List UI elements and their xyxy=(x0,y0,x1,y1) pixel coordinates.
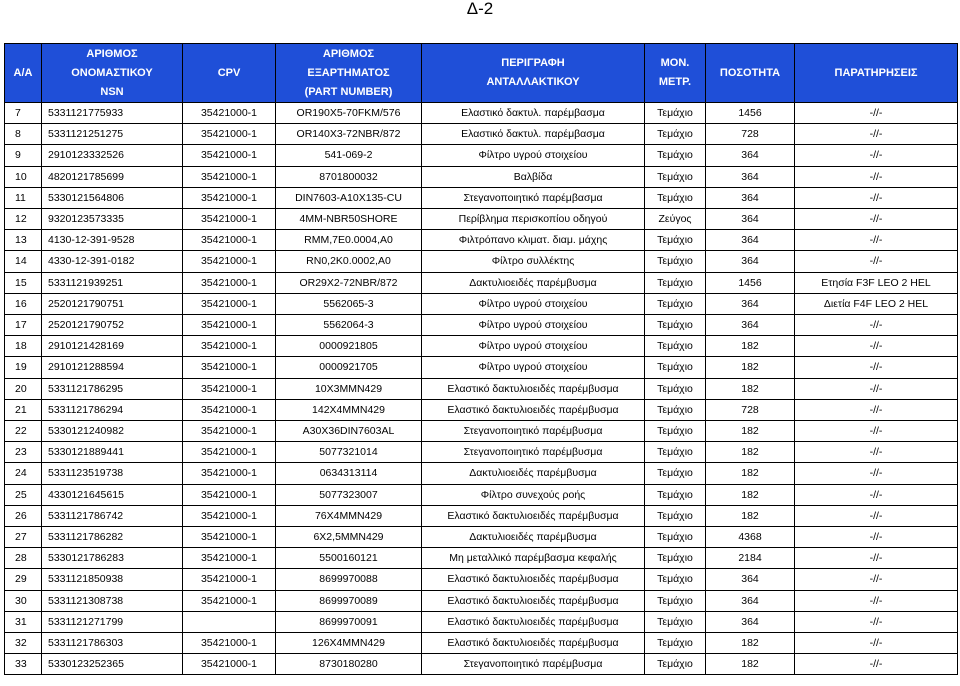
cell-unit: Τεμάχιο xyxy=(645,378,706,399)
cell-aa: 16 xyxy=(5,293,42,314)
cell-nsn: 5331121308738 xyxy=(42,590,183,611)
cell-description: Φίλτρο υγρού στοιχείου xyxy=(422,145,645,166)
cell-part-number: 0000921705 xyxy=(276,357,422,378)
cell-cpv: 35421000-1 xyxy=(183,251,276,272)
parts-table xyxy=(4,43,958,675)
cell-cpv: 35421000-1 xyxy=(183,569,276,590)
cell-nsn: 2520121790752 xyxy=(42,315,183,336)
table-row xyxy=(5,399,958,420)
cell-cpv: 35421000-1 xyxy=(183,187,276,208)
cell-part-number: 8730180280 xyxy=(276,654,422,675)
cell-notes: -//- xyxy=(795,103,958,124)
cell-aa: 26 xyxy=(5,505,42,526)
cell-aa: 23 xyxy=(5,442,42,463)
cell-part-number: 5562065-3 xyxy=(276,293,422,314)
cell-part-number: RMM,7E0.0004,A0 xyxy=(276,230,422,251)
cell-unit: Τεμάχιο xyxy=(645,399,706,420)
cell-quantity: 182 xyxy=(706,633,795,654)
cell-unit: Τεμάχιο xyxy=(645,527,706,548)
cell-quantity: 364 xyxy=(706,166,795,187)
cell-aa: 27 xyxy=(5,527,42,548)
cell-nsn: 5331121775933 xyxy=(42,103,183,124)
table-row xyxy=(5,421,958,442)
header-part-number: ΑΡΙΘΜΟΣ ΕΞΑΡΤΗΜΑΤΟΣ (PART NUMBER) xyxy=(276,44,422,103)
cell-unit: Τεμάχιο xyxy=(645,569,706,590)
cell-unit: Ζεύγος xyxy=(645,209,706,230)
cell-aa: 22 xyxy=(5,421,42,442)
cell-aa: 18 xyxy=(5,336,42,357)
cell-cpv: 35421000-1 xyxy=(183,527,276,548)
cell-unit: Τεμάχιο xyxy=(645,633,706,654)
cell-cpv: 35421000-1 xyxy=(183,145,276,166)
cell-description: Στεγανοποιητικό παρέμβασμα xyxy=(422,187,645,208)
cell-nsn: 4820121785699 xyxy=(42,166,183,187)
cell-quantity: 182 xyxy=(706,484,795,505)
cell-nsn: 5331121786282 xyxy=(42,527,183,548)
cell-unit: Τεμάχιο xyxy=(645,251,706,272)
cell-notes: -//- xyxy=(795,590,958,611)
cell-unit: Τεμάχιο xyxy=(645,336,706,357)
cell-quantity: 364 xyxy=(706,315,795,336)
cell-nsn: 2910123332526 xyxy=(42,145,183,166)
table-row xyxy=(5,145,958,166)
cell-quantity: 364 xyxy=(706,209,795,230)
table-row xyxy=(5,209,958,230)
cell-nsn: 5330123252365 xyxy=(42,654,183,675)
cell-notes: -//- xyxy=(795,336,958,357)
cell-cpv: 35421000-1 xyxy=(183,654,276,675)
table-row xyxy=(5,633,958,654)
cell-description: Στεγανοποιητικό παρέμβυσμα xyxy=(422,442,645,463)
table-row xyxy=(5,463,958,484)
cell-unit: Τεμάχιο xyxy=(645,293,706,314)
cell-aa: 10 xyxy=(5,166,42,187)
cell-quantity: 4368 xyxy=(706,527,795,548)
cell-aa: 14 xyxy=(5,251,42,272)
cell-part-number: OR140X3-72NBR/872 xyxy=(276,124,422,145)
cell-part-number: 8699970091 xyxy=(276,611,422,632)
cell-notes: -//- xyxy=(795,633,958,654)
cell-part-number: 10X3MMN429 xyxy=(276,378,422,399)
page-label: Δ-2 xyxy=(466,0,494,18)
cell-description: Ελαστικό δακτυλιοειδές παρέμβυσμα xyxy=(422,505,645,526)
cell-unit: Τεμάχιο xyxy=(645,230,706,251)
cell-nsn: 5331121850938 xyxy=(42,569,183,590)
cell-description: Φίλτρο υγρού στοιχείου xyxy=(422,315,645,336)
cell-notes: -//- xyxy=(795,569,958,590)
cell-quantity: 728 xyxy=(706,124,795,145)
cell-part-number: 126X4MMN429 xyxy=(276,633,422,654)
cell-part-number: A30X36DIN7603AL xyxy=(276,421,422,442)
cell-description: Φίλτρο συλλέκτης xyxy=(422,251,645,272)
cell-part-number: 0634313114 xyxy=(276,463,422,484)
cell-aa: 21 xyxy=(5,399,42,420)
cell-aa: 24 xyxy=(5,463,42,484)
cell-aa: 12 xyxy=(5,209,42,230)
cell-part-number: 8699970088 xyxy=(276,569,422,590)
cell-notes: -//- xyxy=(795,209,958,230)
table-row xyxy=(5,187,958,208)
cell-nsn: 4330-12-391-0182 xyxy=(42,251,183,272)
cell-notes: -//- xyxy=(795,484,958,505)
header-cpv: CPV xyxy=(183,44,276,103)
cell-unit: Τεμάχιο xyxy=(645,315,706,336)
cell-notes: -//- xyxy=(795,357,958,378)
cell-nsn: 5330121889441 xyxy=(42,442,183,463)
cell-unit: Τεμάχιο xyxy=(645,484,706,505)
cell-nsn: 5331121786742 xyxy=(42,505,183,526)
cell-cpv: 35421000-1 xyxy=(183,103,276,124)
table-body xyxy=(5,103,958,675)
table-row xyxy=(5,548,958,569)
table-row xyxy=(5,357,958,378)
cell-unit: Τεμάχιο xyxy=(645,654,706,675)
table-row xyxy=(5,590,958,611)
cell-part-number: 541-069-2 xyxy=(276,145,422,166)
cell-description: Μη μεταλλικό παρέμβασμα κεφαλής xyxy=(422,548,645,569)
table-row xyxy=(5,527,958,548)
table-row xyxy=(5,230,958,251)
cell-cpv xyxy=(183,611,276,632)
table-header xyxy=(5,44,958,103)
cell-nsn: 4330121645615 xyxy=(42,484,183,505)
cell-cpv: 35421000-1 xyxy=(183,633,276,654)
cell-cpv: 35421000-1 xyxy=(183,209,276,230)
cell-nsn: 2910121288594 xyxy=(42,357,183,378)
cell-quantity: 364 xyxy=(706,251,795,272)
cell-description: Δακτυλιοειδές παρέμβυσμα xyxy=(422,272,645,293)
cell-cpv: 35421000-1 xyxy=(183,272,276,293)
table-row xyxy=(5,166,958,187)
cell-unit: Τεμάχιο xyxy=(645,145,706,166)
cell-description: Ελαστικό δακτυλιοειδές παρέμβυσμα xyxy=(422,378,645,399)
cell-nsn: 5331121786303 xyxy=(42,633,183,654)
cell-cpv: 35421000-1 xyxy=(183,378,276,399)
cell-quantity: 182 xyxy=(706,442,795,463)
cell-part-number: 76X4MMN429 xyxy=(276,505,422,526)
cell-unit: Τεμάχιο xyxy=(645,442,706,463)
table-row xyxy=(5,378,958,399)
cell-quantity: 364 xyxy=(706,187,795,208)
cell-description: Δακτυλιοειδές παρέμβυσμα xyxy=(422,463,645,484)
cell-quantity: 364 xyxy=(706,569,795,590)
cell-nsn: 5331121786294 xyxy=(42,399,183,420)
cell-aa: 25 xyxy=(5,484,42,505)
cell-aa: 28 xyxy=(5,548,42,569)
cell-description: Ελαστικό δακτυλιοειδές παρέμβυσμα xyxy=(422,399,645,420)
cell-quantity: 182 xyxy=(706,463,795,484)
cell-notes: -//- xyxy=(795,421,958,442)
cell-cpv: 35421000-1 xyxy=(183,442,276,463)
table-row xyxy=(5,336,958,357)
cell-notes: -//- xyxy=(795,611,958,632)
table-row xyxy=(5,569,958,590)
cell-quantity: 182 xyxy=(706,654,795,675)
cell-quantity: 182 xyxy=(706,357,795,378)
cell-aa: 19 xyxy=(5,357,42,378)
cell-description: Στεγανοποιητικό παρέμβυσμα xyxy=(422,421,645,442)
cell-cpv: 35421000-1 xyxy=(183,399,276,420)
cell-quantity: 182 xyxy=(706,378,795,399)
cell-cpv: 35421000-1 xyxy=(183,124,276,145)
cell-nsn: 5331121271799 xyxy=(42,611,183,632)
cell-notes: -//- xyxy=(795,230,958,251)
cell-nsn: 5331121251275 xyxy=(42,124,183,145)
cell-quantity: 364 xyxy=(706,293,795,314)
cell-part-number: 5077323007 xyxy=(276,484,422,505)
cell-description: Ελαστικό δακτυλιοειδές παρέμβυσμα xyxy=(422,590,645,611)
cell-aa: 20 xyxy=(5,378,42,399)
cell-quantity: 182 xyxy=(706,336,795,357)
cell-cpv: 35421000-1 xyxy=(183,293,276,314)
cell-unit: Τεμάχιο xyxy=(645,611,706,632)
cell-cpv: 35421000-1 xyxy=(183,166,276,187)
cell-notes: Ετησία F3F LEO 2 HEL xyxy=(795,272,958,293)
cell-aa: 32 xyxy=(5,633,42,654)
cell-notes: -//- xyxy=(795,442,958,463)
cell-part-number: 142X4MMN429 xyxy=(276,399,422,420)
cell-nsn: 5330121786283 xyxy=(42,548,183,569)
cell-aa: 33 xyxy=(5,654,42,675)
cell-nsn: 5330121240982 xyxy=(42,421,183,442)
cell-quantity: 364 xyxy=(706,145,795,166)
cell-part-number: 4MM-NBR50SHORE xyxy=(276,209,422,230)
cell-notes: Διετία F4F LEO 2 HEL xyxy=(795,293,958,314)
cell-notes: -//- xyxy=(795,251,958,272)
cell-cpv: 35421000-1 xyxy=(183,315,276,336)
cell-cpv: 35421000-1 xyxy=(183,230,276,251)
cell-aa: 15 xyxy=(5,272,42,293)
cell-notes: -//- xyxy=(795,548,958,569)
header-quantity: ΠΟΣΟΤΗΤΑ xyxy=(706,44,795,103)
cell-description: Φίλτρο υγρού στοιχείου xyxy=(422,357,645,378)
cell-cpv: 35421000-1 xyxy=(183,484,276,505)
cell-quantity: 2184 xyxy=(706,548,795,569)
cell-description: Ελαστικό δακτυλιοειδές παρέμβυσμα xyxy=(422,611,645,632)
cell-part-number: RN0,2K0.0002,A0 xyxy=(276,251,422,272)
cell-description: Ελαστικό δακτυλ. παρέμβασμα xyxy=(422,124,645,145)
cell-nsn: 4130-12-391-9528 xyxy=(42,230,183,251)
cell-notes: -//- xyxy=(795,463,958,484)
cell-quantity: 364 xyxy=(706,590,795,611)
cell-notes: -//- xyxy=(795,124,958,145)
cell-unit: Τεμάχιο xyxy=(645,124,706,145)
table-row xyxy=(5,315,958,336)
cell-notes: -//- xyxy=(795,654,958,675)
cell-notes: -//- xyxy=(795,315,958,336)
cell-part-number: 5500160121 xyxy=(276,548,422,569)
cell-part-number: 0000921805 xyxy=(276,336,422,357)
header-aa: Α/Α xyxy=(5,44,42,103)
cell-description: Ελαστικό δακτυλιοειδές παρέμβυσμα xyxy=(422,633,645,654)
cell-notes: -//- xyxy=(795,166,958,187)
cell-nsn: 2520121790751 xyxy=(42,293,183,314)
cell-quantity: 182 xyxy=(706,505,795,526)
table-row xyxy=(5,505,958,526)
cell-quantity: 1456 xyxy=(706,272,795,293)
cell-description: Φίλτρο συνεχούς ροής xyxy=(422,484,645,505)
cell-part-number: DIN7603-A10X135-CU xyxy=(276,187,422,208)
cell-description: Φίλτρο υγρού στοιχείου xyxy=(422,336,645,357)
cell-nsn: 5331123519738 xyxy=(42,463,183,484)
cell-nsn: 5330121564806 xyxy=(42,187,183,208)
table-row xyxy=(5,272,958,293)
cell-unit: Τεμάχιο xyxy=(645,357,706,378)
cell-cpv: 35421000-1 xyxy=(183,463,276,484)
cell-unit: Τεμάχιο xyxy=(645,166,706,187)
cell-nsn: 5331121939251 xyxy=(42,272,183,293)
table-row xyxy=(5,103,958,124)
cell-notes: -//- xyxy=(795,187,958,208)
cell-description: Δακτυλιοειδές παρέμβυσμα xyxy=(422,527,645,548)
cell-description: Φίλτρο υγρού στοιχείου xyxy=(422,293,645,314)
cell-cpv: 35421000-1 xyxy=(183,548,276,569)
cell-part-number: OR190X5-70FKM/576 xyxy=(276,103,422,124)
cell-nsn: 2910121428169 xyxy=(42,336,183,357)
table-row xyxy=(5,654,958,675)
cell-aa: 11 xyxy=(5,187,42,208)
cell-description: Περίβλημα περισκοπίου οδηγού xyxy=(422,209,645,230)
cell-aa: 31 xyxy=(5,611,42,632)
cell-unit: Τεμάχιο xyxy=(645,421,706,442)
cell-part-number: 5562064-3 xyxy=(276,315,422,336)
cell-quantity: 182 xyxy=(706,421,795,442)
cell-notes: -//- xyxy=(795,378,958,399)
cell-description: Φιλτρόπανο κλιματ. διαμ. μάχης xyxy=(422,230,645,251)
table-row xyxy=(5,442,958,463)
cell-part-number: 8701800032 xyxy=(276,166,422,187)
cell-aa: 7 xyxy=(5,103,42,124)
cell-cpv: 35421000-1 xyxy=(183,590,276,611)
cell-unit: Τεμάχιο xyxy=(645,272,706,293)
cell-cpv: 35421000-1 xyxy=(183,357,276,378)
cell-aa: 8 xyxy=(5,124,42,145)
cell-notes: -//- xyxy=(795,145,958,166)
table-row xyxy=(5,124,958,145)
cell-description: Στεγανοποιητικό παρέμβυσμα xyxy=(422,654,645,675)
cell-part-number: 8699970089 xyxy=(276,590,422,611)
cell-notes: -//- xyxy=(795,527,958,548)
cell-cpv: 35421000-1 xyxy=(183,505,276,526)
cell-unit: Τεμάχιο xyxy=(645,103,706,124)
cell-notes: -//- xyxy=(795,505,958,526)
cell-quantity: 364 xyxy=(706,611,795,632)
header-notes: ΠΑΡΑΤΗΡΗΣΕΙΣ xyxy=(795,44,958,103)
table-row xyxy=(5,251,958,272)
cell-description: Ελαστικό δακτυλιοειδές παρέμβυσμα xyxy=(422,569,645,590)
cell-aa: 9 xyxy=(5,145,42,166)
cell-cpv: 35421000-1 xyxy=(183,421,276,442)
cell-unit: Τεμάχιο xyxy=(645,463,706,484)
cell-unit: Τεμάχιο xyxy=(645,548,706,569)
cell-part-number: OR29X2-72NBR/872 xyxy=(276,272,422,293)
cell-description: Ελαστικό δακτυλ. παρέμβασμα xyxy=(422,103,645,124)
header-description: ΠΕΡΙΓΡΑΦΗ ΑΝΤΑΛΛΑΚΤΙΚΟΥ xyxy=(422,44,645,103)
cell-notes: -//- xyxy=(795,399,958,420)
cell-unit: Τεμάχιο xyxy=(645,590,706,611)
cell-part-number: 5077321014 xyxy=(276,442,422,463)
cell-unit: Τεμάχιο xyxy=(645,187,706,208)
table-row xyxy=(5,611,958,632)
cell-aa: 13 xyxy=(5,230,42,251)
header-nsn: ΑΡΙΘΜΟΣ ΟΝΟΜΑΣΤΙΚΟΥ NSN xyxy=(42,44,183,103)
header-unit: ΜΟΝ. ΜΕΤΡ. xyxy=(645,44,706,103)
cell-unit: Τεμάχιο xyxy=(645,505,706,526)
cell-description: Βαλβίδα xyxy=(422,166,645,187)
cell-aa: 17 xyxy=(5,315,42,336)
cell-aa: 29 xyxy=(5,569,42,590)
cell-aa: 30 xyxy=(5,590,42,611)
cell-cpv: 35421000-1 xyxy=(183,336,276,357)
cell-nsn: 5331121786295 xyxy=(42,378,183,399)
cell-part-number: 6X2,5MMN429 xyxy=(276,527,422,548)
cell-quantity: 364 xyxy=(706,230,795,251)
cell-nsn: 9320123573335 xyxy=(42,209,183,230)
table-row xyxy=(5,484,958,505)
table-row xyxy=(5,293,958,314)
cell-quantity: 1456 xyxy=(706,103,795,124)
cell-quantity: 728 xyxy=(706,399,795,420)
